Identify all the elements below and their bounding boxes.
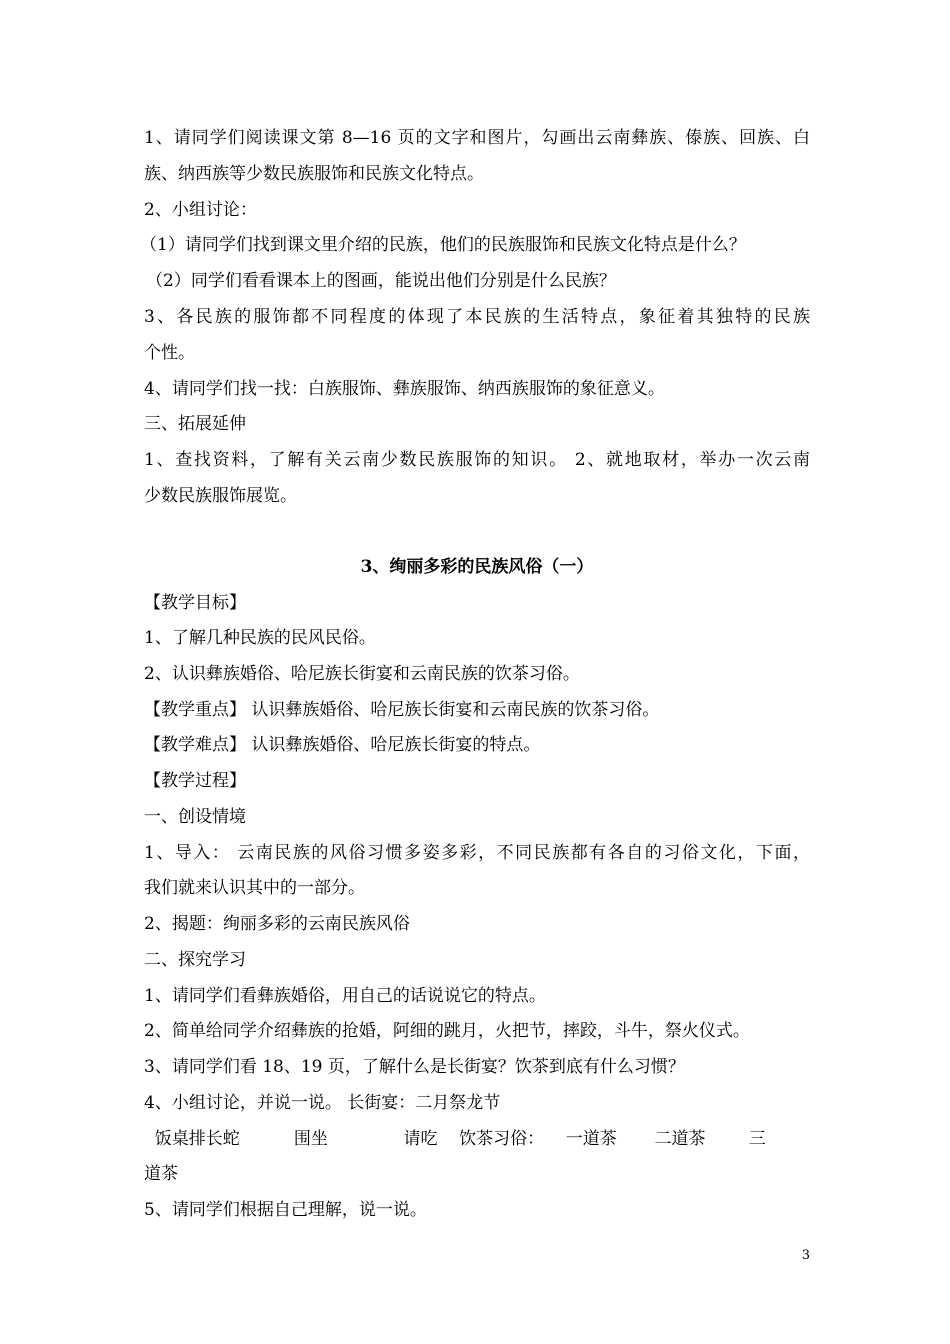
paragraph-line: 道茶 [144,1164,178,1184]
paragraph-line: 3、请同学们看 18、19 页，了解什么是长街宴？饮茶到底有什么习惯？ [144,1057,685,1077]
paragraph-line: （1）请同学们找到课文里介绍的民族，他们的民族服饰和民族文化特点是什么？ [140,235,746,255]
lesson-title: 3、绚丽多彩的民族风俗（一） [360,557,594,577]
paragraph-line: 饭桌排长蛇 围坐 请吃 饮茶习俗： 一道茶 二道茶 三 [144,1129,766,1149]
paragraph-line: 2、简单给同学介绍彝族的抢婚，阿细的跳月，火把节，摔跤，斗牛，祭火仪式。 [144,1021,750,1041]
paragraph-line: 少数民族服饰展览。 [144,486,297,506]
paragraph-line: 【教学重点】 认识彝族婚俗、哈尼族长街宴和云南民族的饮茶习俗。 [144,700,660,720]
section-heading: 【教学过程】 [144,771,246,791]
paragraph-line: 2、认识彝族婚俗、哈尼族长街宴和云南民族的饮茶习俗。 [144,664,580,684]
paragraph-line: 1、请同学们阅读课文第 8—16 页的文字和图片，勾画出云南彝族、傣族、回族、白 [144,128,810,148]
paragraph-line: 1、请同学们看彝族婚俗，用自己的话说说它的特点。 [144,986,546,1006]
section-heading: 【教学目标】 [144,593,246,613]
paragraph-line: 个性。 [144,343,195,363]
paragraph-line: 2、小组讨论： [144,200,257,220]
paragraph-line: （2）同学们看看课本上的图画，能说出他们分别是什么民族？ [146,271,616,291]
section-heading: 二、探究学习 [144,950,246,970]
paragraph-line: 4、小组讨论，并说一说。 长街宴：二月祭龙节 [144,1093,501,1113]
page-number: 3 [801,1248,810,1263]
paragraph-line: 2、揭题：绚丽多彩的云南民族风俗 [144,914,410,934]
paragraph-line: 【教学难点】 认识彝族婚俗、哈尼族长街宴的特点。 [144,735,541,755]
paragraph-line: 族、纳西族等少数民族服饰和民族文化特点。 [144,164,484,184]
paragraph-line: 5、请同学们根据自己理解，说一说。 [144,1200,427,1220]
paragraph-line: 4、请同学们找一找：白族服饰、彝族服饰、纳西族服饰的象征意义。 [144,379,665,399]
paragraph-line: 3、各民族的服饰都不同程度的体现了本民族的生活特点，象征着其独特的民族 [144,307,810,327]
section-heading: 一、创设情境 [144,807,246,827]
paragraph-line: 我们就来认识其中的一部分。 [144,878,365,898]
paragraph-line: 1、查找资料，了解有关云南少数民族服饰的知识。 2、就地取材，举办一次云南 [144,450,810,470]
paragraph-line: 1、了解几种民族的民风民俗。 [144,628,376,648]
section-heading: 三、拓展延伸 [144,414,246,434]
paragraph-line: 1、导入： 云南民族的风俗习惯多姿多彩，不同民族都有各自的习俗文化，下面， [144,843,810,863]
